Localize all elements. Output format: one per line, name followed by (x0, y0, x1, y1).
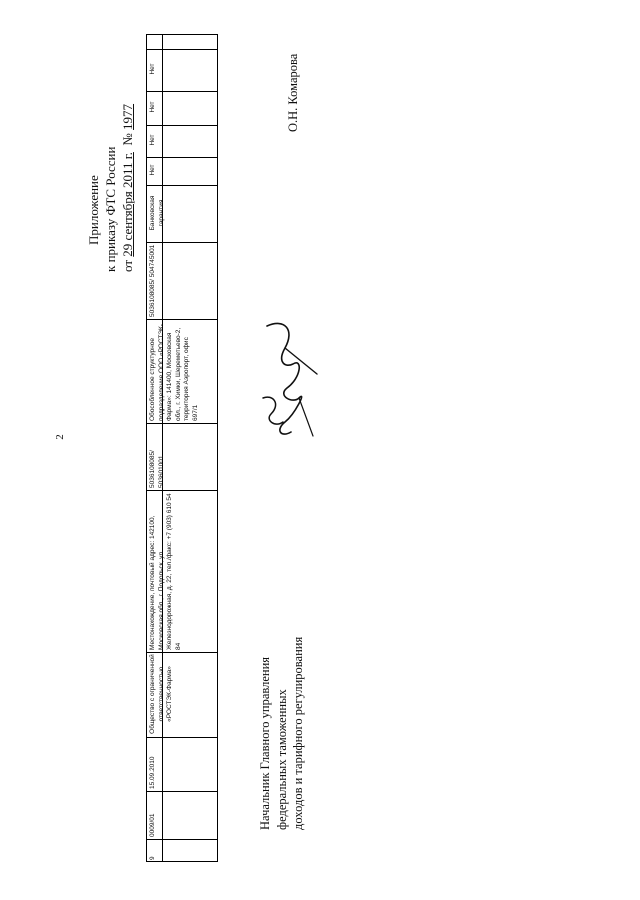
signer-title-line-3: доходов и тарифного регулирования (291, 636, 305, 830)
order-date-number (120, 104, 136, 272)
table-divider (147, 157, 217, 158)
table-divider (147, 490, 217, 491)
table-divider (147, 49, 217, 50)
table-divider (147, 319, 217, 320)
cell-guarantee: Банковская гарантия (149, 195, 165, 231)
table-divider (147, 839, 217, 840)
order-date-prefix: от (120, 259, 135, 272)
cell-subdivision: Обособленное структурное подразделение ООО «РОСТЭК-Фарма»: 141400, Московская обл., г. Химки, Шереметьево-2, территория Аэропорт, офис 697/1 (149, 324, 199, 421)
order-reference: к приказу ФТС России (103, 146, 118, 272)
table-divider (147, 737, 217, 738)
appendix-title: Приложение (86, 175, 101, 245)
cell-flag-b: Нет (149, 134, 156, 146)
handwritten-signature (255, 318, 325, 443)
table-divider (147, 242, 217, 243)
table-divider (147, 791, 217, 792)
cell-inn-kpp: 5036108085/ 503601001 (149, 450, 165, 488)
cell-subdivision-inn-kpp: 5036108085/ 504745001 (149, 244, 156, 317)
cell-address: Местонахождение, почтовый адрес: 142100, Московская обл., г. Подольск, ул. Железнодорожная, д. 22, тел./факс: +7 (903) 610 54 84 (149, 493, 182, 650)
order-date: 29 сентября 2011 г. (120, 152, 135, 257)
register-table (146, 34, 218, 862)
cell-registration-number: 0009/01 (149, 813, 156, 837)
cell-row-number: 9 (149, 856, 156, 860)
table-divider (147, 125, 217, 126)
order-number-sign: № (120, 133, 135, 146)
order-number: 1977 (120, 103, 135, 130)
cell-date: 15.09.2010 (149, 756, 156, 789)
signer-name: О.Н. Комарова (286, 53, 300, 132)
signer-title-line-1: Начальник Главного управления (258, 656, 272, 830)
cell-flag-c: Нет (149, 101, 156, 113)
page-number: 2 (53, 434, 66, 440)
cell-flag-a: Нет (149, 164, 156, 176)
cell-organization-name: Общество с ограниченной ответственностью «РОСТЭК-Фарма» (149, 654, 173, 734)
cell-flag-d: Нет (149, 63, 156, 75)
signer-title-line-2: федеральных таможенных (275, 689, 289, 830)
table-divider (147, 91, 217, 92)
